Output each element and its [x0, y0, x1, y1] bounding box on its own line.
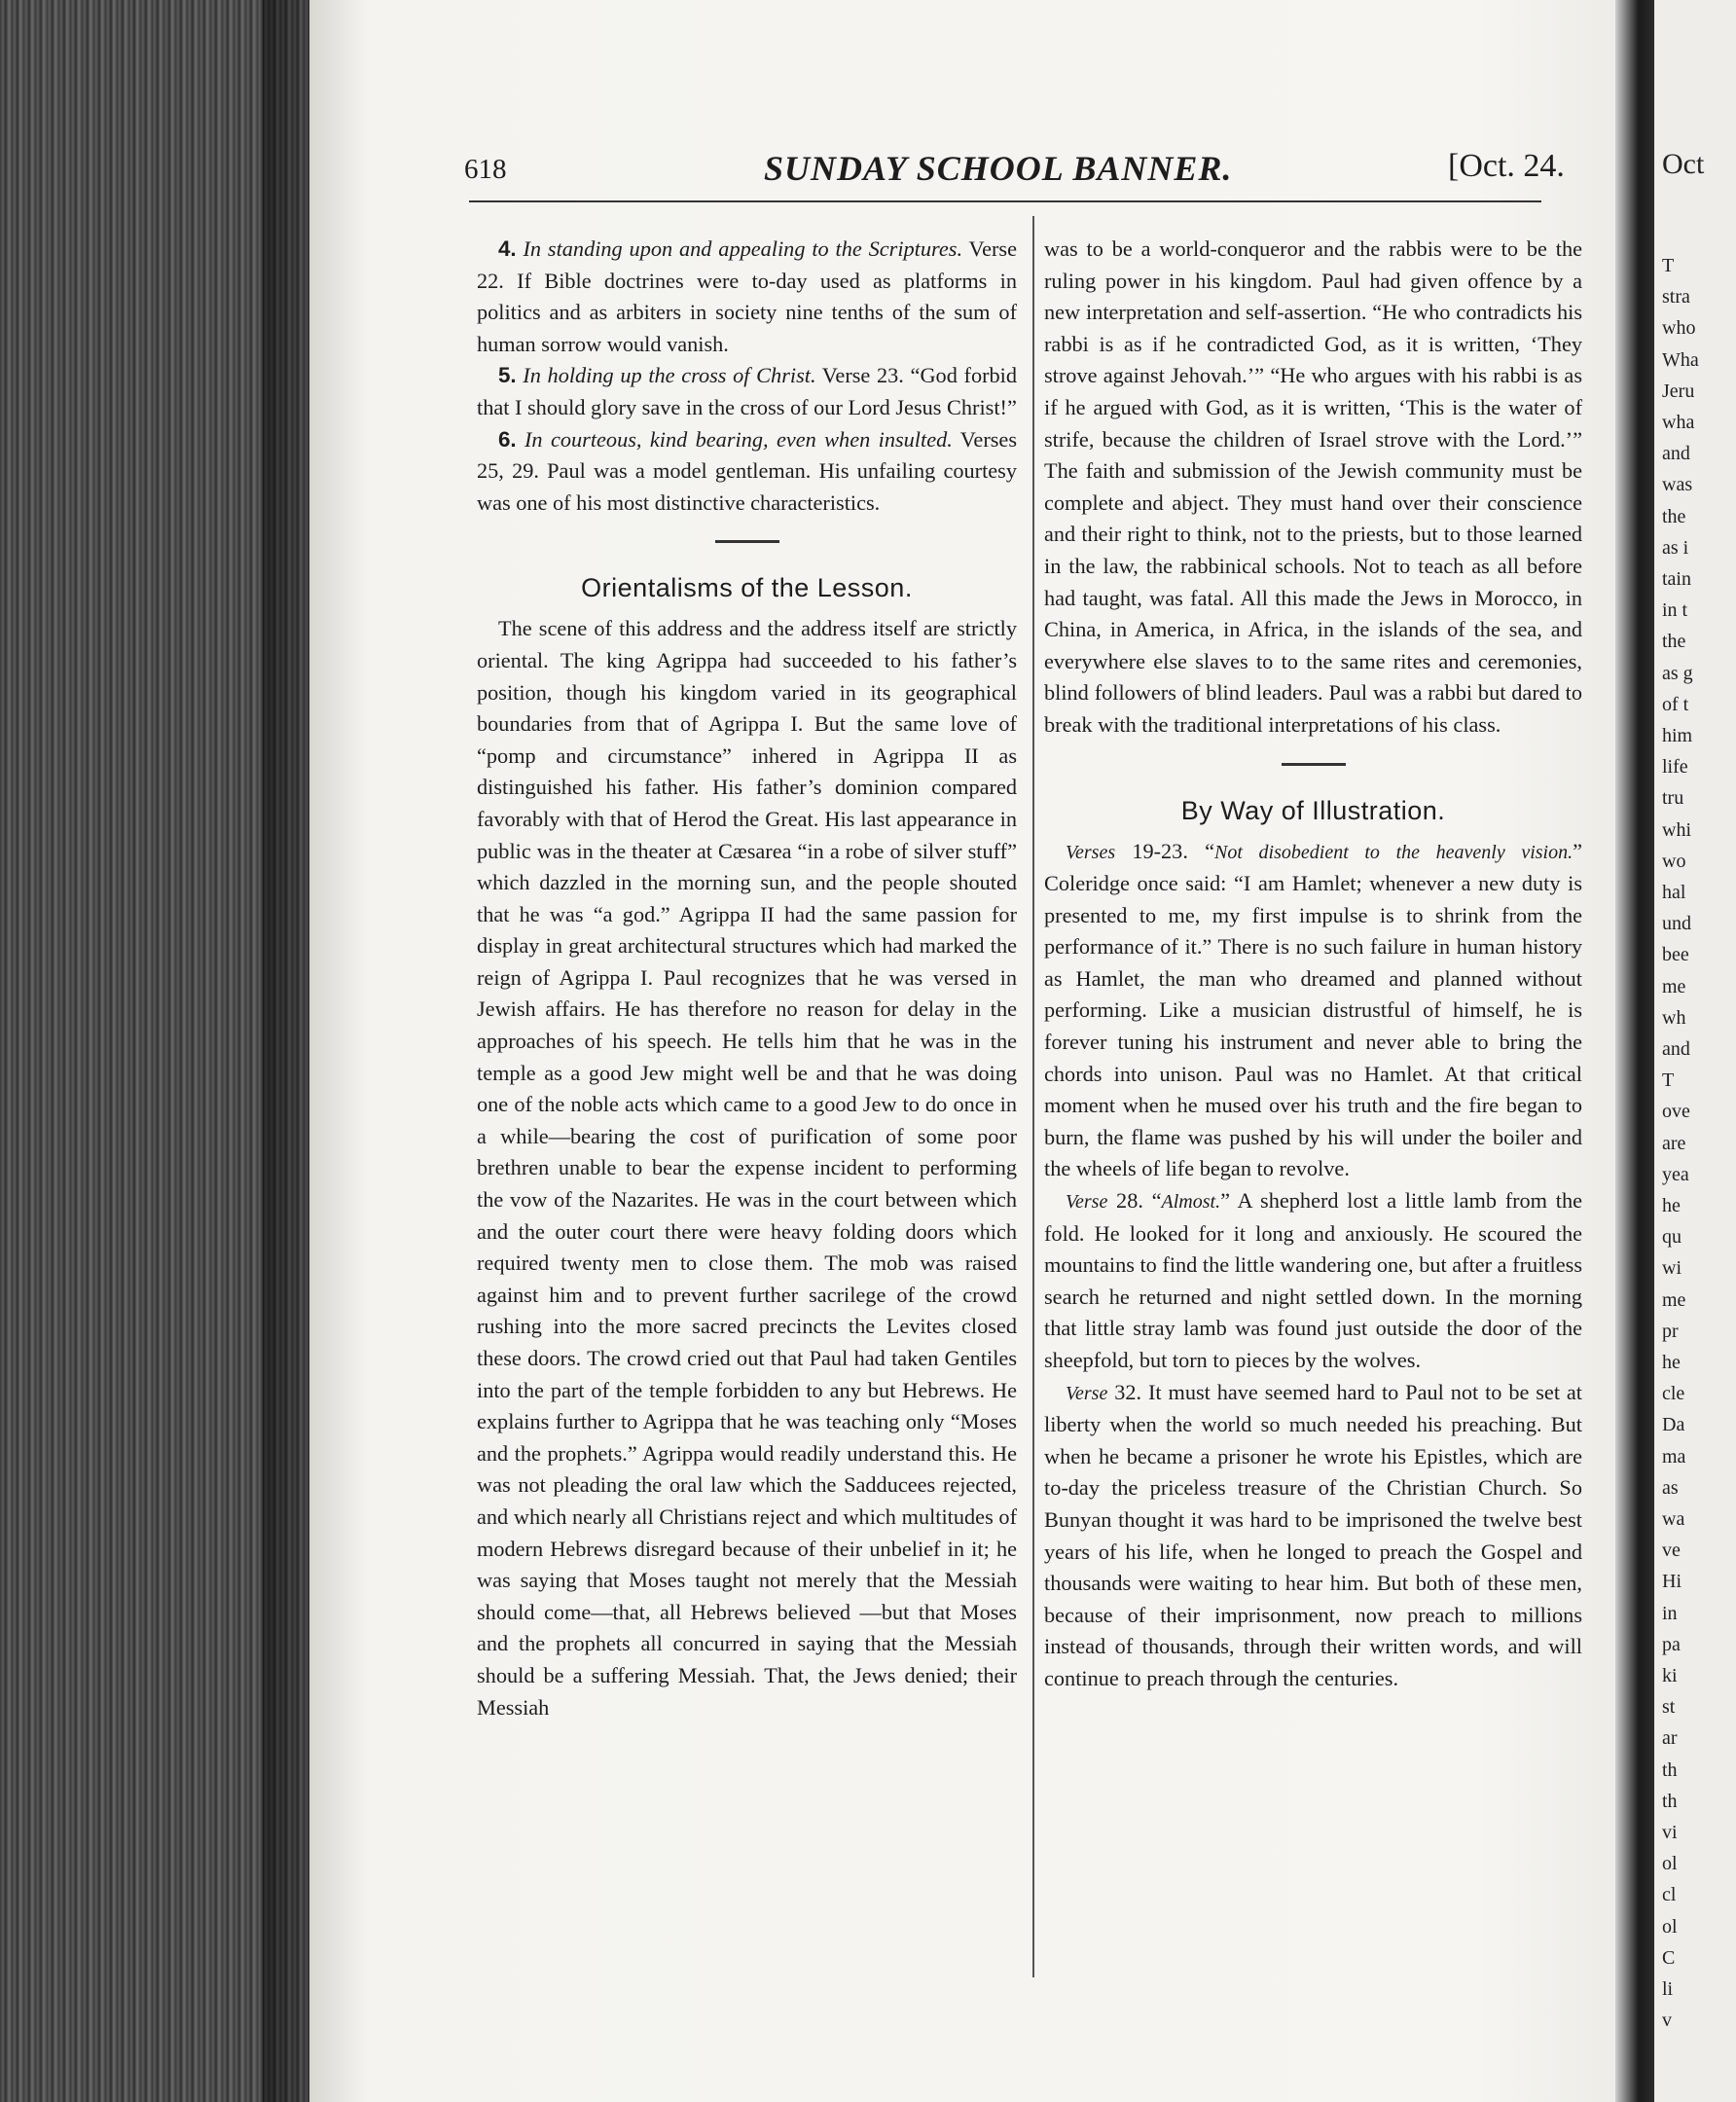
facing-page-line-fragment: st	[1662, 1696, 1676, 1719]
page-number: 618	[464, 154, 507, 185]
issue-date: [Oct. 24.	[1448, 148, 1565, 184]
header-rule	[469, 200, 1541, 202]
orientalisms-paragraph: The scene of this address and the address itself are strictly oriental. The king Agrippa had succeeded to his father’s position, though his kingdom varied in its geographical boundaries from that of Agrippa I. But the same love of “pomp and circumstance” inhered in Agrippa II as distinguished his father. His father’s dominion compared favorably with that of Herod the Great. His last appearance in public was in the theater at Cæsarea “in a robe of silver stuff” which dazzled in the morning sun, and the people shouted that he was “a god.” Agrippa II had the same passion for display in great architectural structures which had marked the reign of Agrippa I. Paul recognizes that he was versed in Jewish affairs. He has therefore no reason for delay in the approaches of his speech. He tells him that he was in the temple as a good Jew might well be and that he was doing one of the noble acts which came to a good Jew to do once in a while—bearing the cost of purification of some poor brethren unable to bear the expense incident to performing the vow of the Nazarites. He was in the court between which and the outer court there were heavy folding doors which required twenty men to close them. The mob was raised against him and to prevent further sacrilege of the crowd rushing into the more sacred precincts the Levites closed these doors. The crowd cried out that Paul had taken Gentiles into the part of the temple forbidden to any but Hebrews. He explains further to Agrippa that he was teaching only “Moses and the prophets.” Agrippa would readily understand this. He was not pleading the oral law which the Sadducees rejected, and which nearly all Christians reject and which multitudes of modern Hebrews disregard because of their unbelief in it; he was saying that Moses taught not merely that the Messiah should come—that, all Hebrews believed —but that Moses and the prophets all concurred in saying that the Messiah should be a suffering Messiah. That, the Jews denied; their Messiah	[477, 616, 1017, 1720]
facing-page-line-fragment: ve	[1662, 1540, 1681, 1562]
verse-lead: 28. “	[1107, 1188, 1162, 1214]
facing-page-line-fragment: ar	[1662, 1727, 1678, 1750]
illustration-paragraph	[1044, 1377, 1582, 1696]
facing-page-line-fragment: li	[1662, 1978, 1674, 2000]
facing-page-line-fragment: pr	[1662, 1320, 1679, 1342]
publication-title: SUNDAY SCHOOL BANNER.	[764, 149, 1233, 188]
facing-page-line-fragment: ol	[1662, 1915, 1678, 1938]
verse-ref: Verse	[1066, 1382, 1108, 1404]
section-heading-orientalisms: Orientalisms of the Lesson.	[581, 573, 913, 603]
facing-page-line-fragment: him	[1662, 725, 1693, 746]
point-number: 5.	[498, 363, 517, 388]
facing-page-line-fragment: T	[1662, 255, 1675, 276]
facing-page-line-fragment: hal	[1662, 882, 1686, 903]
facing-page-line-fragment: life	[1662, 756, 1688, 779]
facing-page-line-fragment: yea	[1662, 1163, 1689, 1185]
facing-page-line-fragment: was	[1662, 474, 1693, 496]
section-divider	[715, 540, 779, 543]
facing-page-edge	[1654, 0, 1736, 2102]
verse-ref: Verse	[1066, 1191, 1108, 1214]
facing-page-line-fragment: me	[1662, 975, 1686, 997]
facing-page-line-fragment: tain	[1662, 568, 1691, 590]
point-text: Verse 23. “God forbid that I should glory save in the cross of our Lord Jesus Christ!”	[477, 363, 1018, 419]
facing-page-line-fragment: th	[1662, 1758, 1678, 1781]
illustration-paragraph	[1044, 836, 1582, 1186]
facing-page-line-fragment: Da	[1662, 1414, 1685, 1436]
point-number: 6.	[498, 426, 517, 452]
facing-page-line-fragment: und	[1662, 913, 1691, 935]
facing-page-header: Oct	[1662, 148, 1705, 180]
facing-page-line-fragment: qu	[1662, 1226, 1682, 1249]
facing-page-line-fragment: me	[1662, 1288, 1686, 1311]
section-heading-illustration: By Way of Illustration.	[1180, 795, 1446, 825]
facing-page-line-fragment: Wha	[1662, 348, 1699, 371]
facing-page-line-fragment: who	[1662, 317, 1696, 340]
facing-page-line-fragment: of t	[1662, 693, 1689, 715]
facing-page-line-fragment: cl	[1662, 1884, 1677, 1906]
point-text: Verse 22. If Bible doctrines were to-day used as platforms in politics and as arbiters in society nine tenths of the sum of human sorrow would vanish.	[477, 236, 1018, 356]
facing-page-line-fragment: Hi	[1662, 1571, 1682, 1593]
verse-quote: Almost.	[1161, 1191, 1221, 1214]
facing-page-line-fragment: in t	[1662, 599, 1688, 622]
facing-page-line-fragment: pa	[1662, 1633, 1681, 1655]
facing-page-line-fragment: wo	[1662, 850, 1686, 872]
facing-page-line-fragment: as i	[1662, 536, 1689, 559]
facing-page-line-fragment: ki	[1662, 1665, 1678, 1686]
facing-page-line-fragment: ol	[1662, 1853, 1678, 1875]
facing-page-line-fragment: the	[1662, 631, 1686, 653]
verse-lead: 19-23. “	[1115, 838, 1215, 863]
illustration-paragraph	[1044, 1185, 1582, 1377]
point-heading: In holding up the cross of Christ.	[523, 363, 816, 388]
numbered-point	[477, 424, 1017, 520]
verse-lead: 32. It must have seemed hard to Paul not to be set at liberty when the world so much needed his preaching. But when he became a prisoner he wrote his Epistles, which are to-day the priceless treasure of the Christian Church. So Bunyan thought it was hard to be imprisoned the twelve best years of his life, when he longed to preach the Gospel and thousands were waiting to hear him. But both of these men, because of their imprisonment, now preach to millions instead of thousands, through their written words, and will continue to preach through the centuries.	[1044, 1379, 1582, 1690]
facing-page-line-fragment: wha	[1662, 412, 1695, 433]
facing-page-line-fragment: the	[1662, 505, 1686, 527]
point-heading: In standing upon and appealing to the Scriptures.	[523, 236, 963, 261]
facing-page-line-fragment: as	[1662, 1476, 1679, 1499]
running-header	[457, 148, 1576, 197]
facing-page-line-fragment: he	[1662, 1352, 1681, 1373]
illustration-text: ” Coleridge once said: “I am Hamlet; whenever a new duty is presented to me, my first impulse is to shrink from the performance of it.” There is no such failure in human history as Hamlet, the man who dreamed and planned without performing. Like a musician distrustful of himself, he is forever tuning his instrument and never able to bring the chords into unison. Paul was no Hamlet. At that critical moment when he mused over his truth and the fire began to burn, the flame was pushed by his will under the boiler and the wheels of life began to revolve.	[1044, 838, 1583, 1181]
facing-page-line-fragment: ma	[1662, 1445, 1686, 1468]
point-heading: In courteous, kind bearing, even when insulted.	[524, 426, 953, 452]
facing-page-line-fragment: bee	[1662, 944, 1689, 966]
column-divider	[1032, 216, 1034, 1977]
book-gutter	[1615, 0, 1654, 2102]
facing-page-line-fragment: T	[1662, 1069, 1675, 1092]
facing-page-line-fragment: wa	[1662, 1508, 1685, 1530]
facing-page-line-fragment: Jeru	[1662, 380, 1695, 402]
continuation-paragraph: was to be a world-conqueror and the rabbis were to be the ruling power in his kingdom. Paul had given offence by a new interpretation and self-assertion. “He who contradicts his rabbi is as if he contradicted God, as it is written, ‘They strove against Jehovah.’” “He who argues with his rabbi is as if he argued with God, as it is written, ‘This is the water of strife, because the children of Israel strove with the Lord.’” The faith and submission of the Jewish community must be complete and abject. They must hand over their conscience and their right to think, not to the priests, but to those learned in the law, the rabbinical schools. Not to teach as all before had taught, was fatal. All this made the Jews in Morocco, in China, in America, in Africa, in the islands of the sea, and everywhere else slaves to to the same rites and ceremonies, blind followers of blind leaders. Paul was a rabbi but dared to break with the traditional interpretations of his class.	[1044, 236, 1582, 737]
facing-page-line-fragment: th	[1662, 1790, 1678, 1812]
facing-page-line-fragment: wh	[1662, 1006, 1686, 1029]
left-column	[477, 234, 1017, 1723]
facing-page-line-fragment: stra	[1662, 286, 1690, 308]
facing-page-line-fragment: whi	[1662, 818, 1691, 841]
facing-page-line-fragment: vi	[1662, 1822, 1678, 1843]
facing-page-line-fragment: C	[1662, 1946, 1676, 1969]
facing-page-line-fragment: wi	[1662, 1257, 1682, 1280]
facing-page-line-fragment: are	[1662, 1132, 1686, 1154]
numbered-point	[477, 360, 1017, 423]
section-divider	[1282, 763, 1346, 766]
facing-page-line-fragment: and	[1662, 443, 1690, 465]
illustration-text: ” A shepherd lost a little lamb from the fold. He looked for it long and anxiously. He scoured the mountains to find the little wandering one, but after a fruitless search he returned and night settled down. In the morning that little stray lamb was found just outside the door of the sheepfold, but torn to pieces by the wolves.	[1044, 1188, 1582, 1372]
right-column	[1044, 234, 1582, 1696]
numbered-point	[477, 234, 1017, 360]
point-number: 4.	[498, 236, 517, 261]
verse-quote: Not disobedient to the heavenly vision.	[1214, 841, 1573, 863]
verse-ref: Verses	[1066, 841, 1116, 863]
facing-page-line-fragment: cle	[1662, 1383, 1685, 1405]
point-text: Verses 25, 29. Paul was a model gentleman. His unfailing courtesy was one of his most distinctive characteristics.	[477, 426, 1017, 515]
facing-page-line-fragment: he	[1662, 1195, 1681, 1216]
facing-page-line-fragment: tru	[1662, 787, 1684, 810]
facing-page-line-fragment: as g	[1662, 662, 1693, 684]
facing-page-line-fragment: in	[1662, 1602, 1678, 1624]
facing-page-line-fragment: and	[1662, 1038, 1690, 1060]
facing-page-line-fragment: ove	[1662, 1101, 1690, 1123]
facing-page-line-fragment: v	[1662, 2010, 1672, 2032]
